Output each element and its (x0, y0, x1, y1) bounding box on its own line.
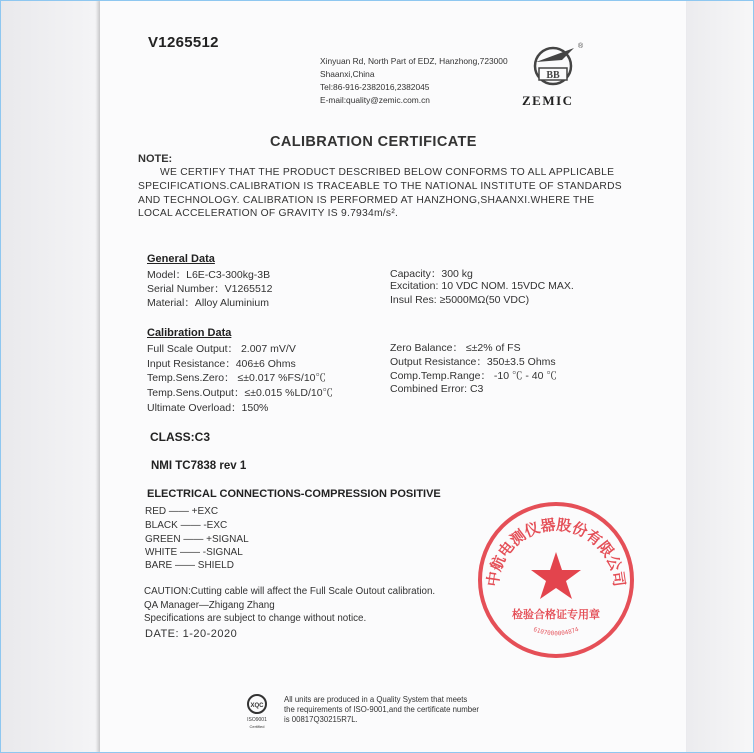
wire-bare: BARE —— SHIELD (145, 560, 234, 571)
svg-text:检验合格证专用章: 检验合格证专用章 (512, 608, 600, 621)
caution-text: CAUTION:Cutting cable will affect the Full Scale Outout calibration. (144, 586, 436, 597)
note-line: WE CERTIFY THAT THE PRODUCT DESCRIBED BELOW CONFORMS TO ALL APPLICABLE (160, 167, 615, 178)
footer-line: All units are produced in a Quality System that meets (284, 695, 468, 704)
svg-text:6107000004874: 6107000004874 (532, 626, 580, 638)
brand-name: ZEMIC (522, 93, 574, 108)
excitation: Excitation: 10 VDC NOM. 15VDC MAX. (390, 280, 574, 292)
svg-text:中航电测仪器股份有限公司: 中航电测仪器股份有限公司 (483, 515, 629, 588)
red-company-seal-icon (476, 500, 636, 660)
telephone: Tel:86-916-2382016,2382045 (320, 82, 430, 92)
wire-black: BLACK —— -EXC (145, 520, 228, 531)
temp-sens-output: Temp.Sens.Output：≤±0.015 %LD/10℃ (147, 387, 334, 399)
svg-text:ISO9001: ISO9001 (247, 717, 267, 723)
zero-balance: Zero Balance： ≤±2% of FS (390, 342, 521, 354)
footer-line: is 00817Q30215R7L. (284, 715, 358, 724)
svg-text:XQC: XQC (250, 703, 264, 709)
spec-notice: Specifications are subject to change without notice. (144, 613, 367, 624)
address-line-2: Shaanxi,China (320, 69, 375, 79)
qa-manager: QA Manager—Zhigang Zhang (144, 600, 275, 611)
model: Model：L6E-C3-300kg-3B (147, 269, 271, 281)
date: DATE: 1-20-2020 (145, 628, 238, 640)
serial-number-field: Serial Number：V1265512 (147, 283, 273, 295)
capacity: Capacity：300 kg (390, 268, 473, 280)
ultimate-overload: Ultimate Overload：150% (147, 402, 269, 414)
temp-sens-zero: Temp.Sens.Zero： ≤±0.017 %FS/10℃ (147, 372, 327, 384)
insulation-resistance: Insul Res: ≥5000MΩ(50 VDC) (390, 294, 530, 306)
note-line: AND TECHNOLOGY. CALIBRATION IS PERFORMED AT HANZHONG,SHAANXI.WHERE THE (138, 195, 595, 206)
note-line: LOCAL ACCELERATION OF GRAVITY IS 9.7934m/s². (138, 208, 399, 219)
note-line: SPECIFICATIONS.CALIBRATION IS TRACEABLE TO THE NATIONAL INSTITUTE OF STANDARDS (138, 181, 622, 192)
address-line-1: Xinyuan Rd, North Part of EDZ, Hanzhong,723000 (320, 56, 508, 66)
note-label: NOTE: (138, 153, 173, 165)
wire-white: WHITE —— -SIGNAL (145, 547, 243, 558)
email: E-mail:quality@zemic.com.cn (320, 95, 430, 105)
footer-line: the requirements of ISO-9001,and the certificate number (284, 705, 480, 714)
svg-text:BB: BB (546, 70, 560, 81)
serial-number: V1265512 (148, 34, 219, 51)
xqc-iso9001-certified-icon (244, 693, 270, 731)
input-resistance: Input Resistance：406±6 Ohms (147, 358, 296, 370)
class-label: CLASS:C3 (150, 430, 211, 444)
calibration-data-heading: Calibration Data (147, 327, 232, 339)
material: Material：Alloy Aluminium (147, 297, 269, 309)
svg-text:Certified: Certified (249, 724, 265, 729)
general-data-heading: General Data (147, 253, 215, 265)
output-resistance: Output Resistance：350±3.5 Ohms (390, 356, 556, 368)
comp-temp-range: Comp.Temp.Range： -10 ℃ - 40 ℃ (390, 370, 557, 382)
combined-error: Combined Error: C3 (390, 383, 484, 395)
svg-text:®: ® (578, 43, 584, 50)
wire-red: RED —— +EXC (145, 506, 219, 517)
wire-green: GREEN —— +SIGNAL (145, 534, 249, 545)
certificate-title: CALIBRATION CERTIFICATE (270, 134, 477, 150)
nmi-reference: NMI TC7838 rev 1 (151, 460, 247, 472)
electrical-heading: ELECTRICAL CONNECTIONS-COMPRESSION POSITIVE (147, 488, 441, 500)
full-scale-output: Full Scale Output： 2.007 mV/V (147, 343, 296, 355)
